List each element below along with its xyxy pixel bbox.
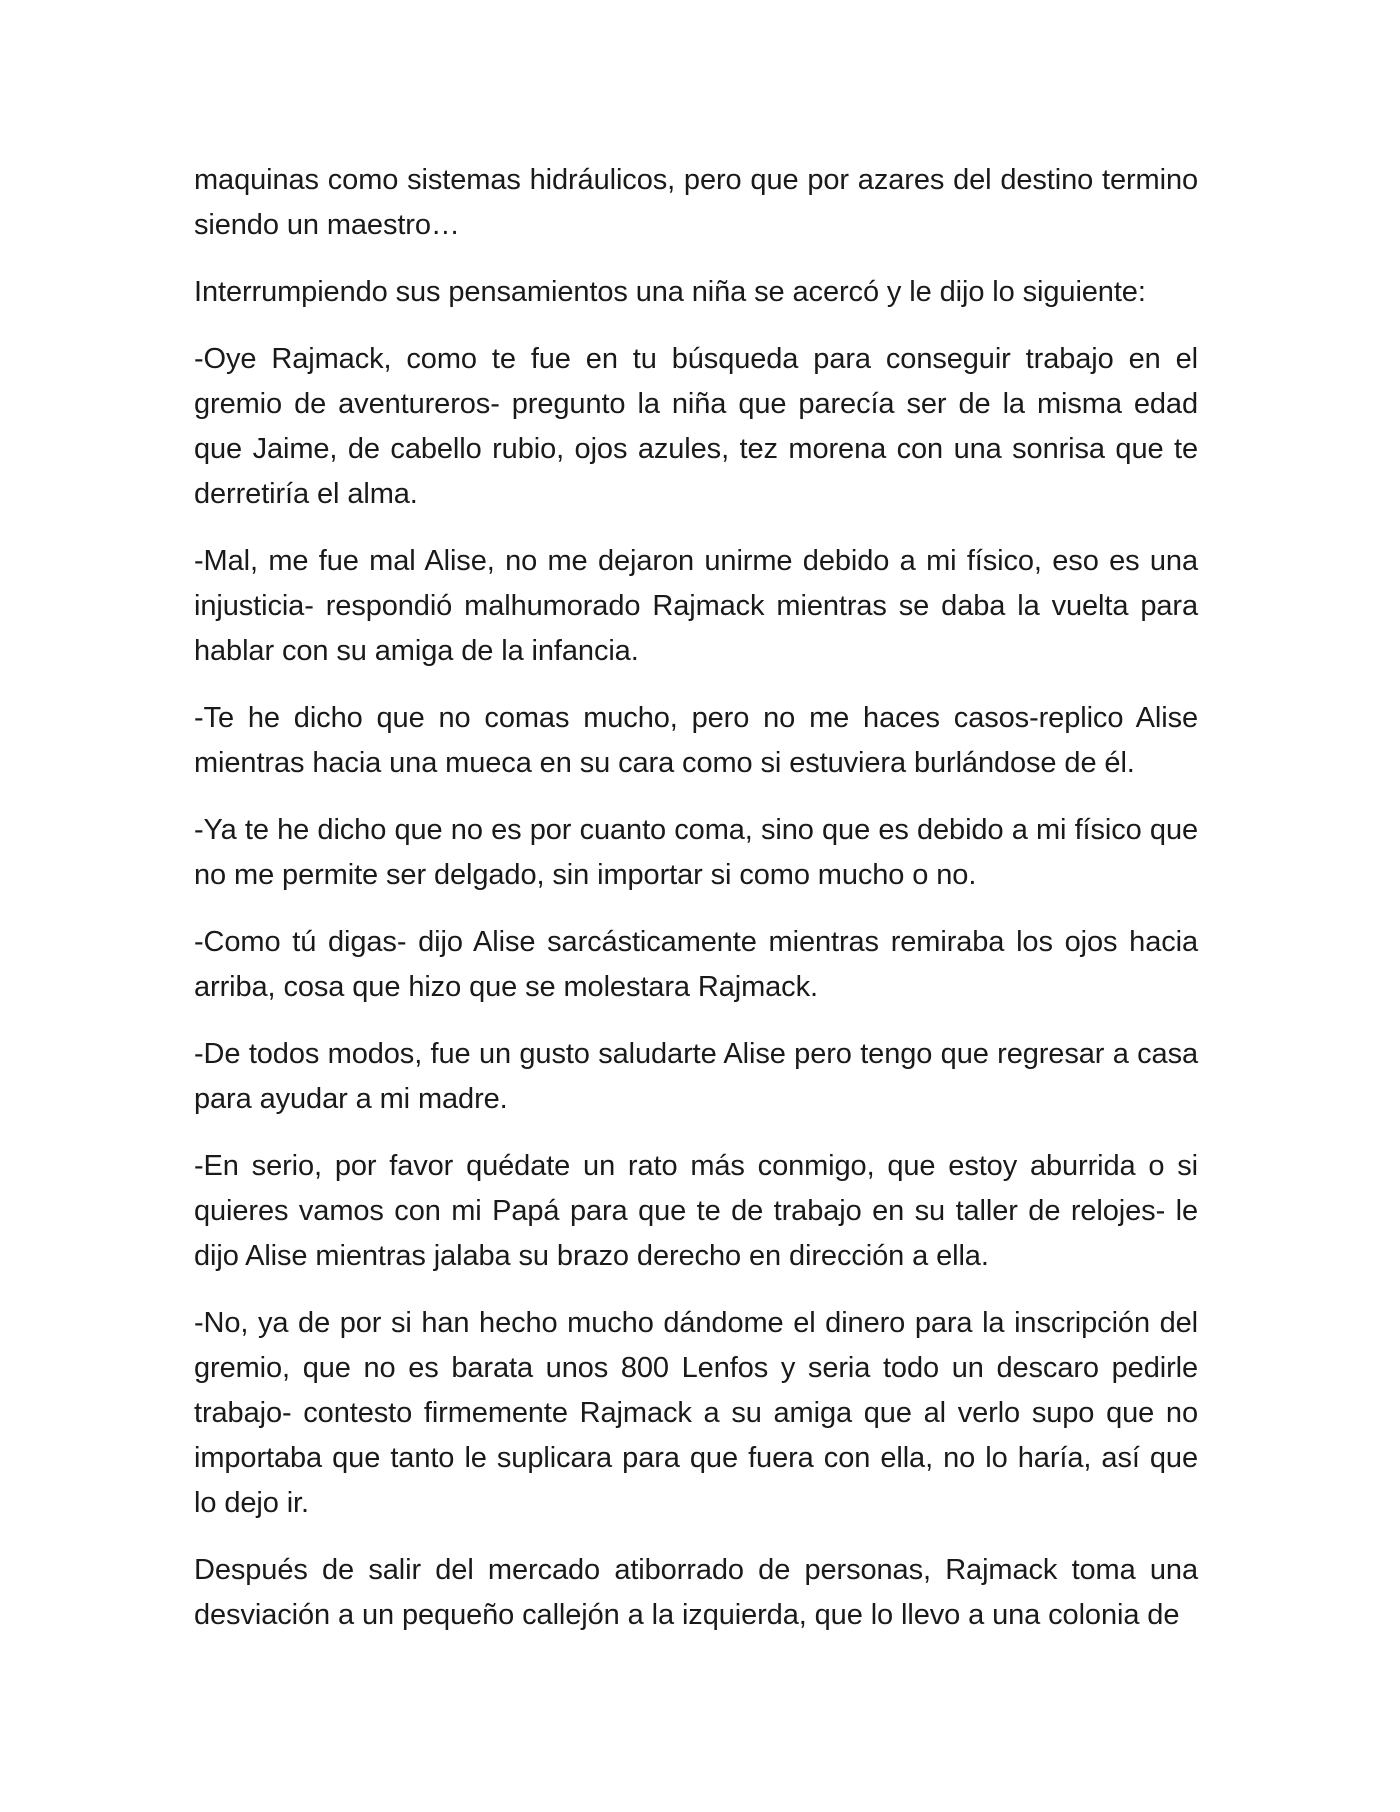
paragraph-1: maquinas como sistemas hidráulicos, pero que por azares del destino termino siendo un maestro…	[194, 164, 1198, 241]
paragraph-5: -Te he dicho que no comas mucho, pero no me haces casos-replico Alise mientras hacia una mueca en su cara como si estuviera burlándose de él.	[194, 702, 1198, 779]
paragraph-2: Interrumpiendo sus pensamientos una niña se acercó y le dijo lo siguiente:	[194, 276, 1146, 308]
paragraph-7: -Como tú digas- dijo Alise sarcásticamente mientras remiraba los ojos hacia arriba, cosa que hizo que se molestara Rajmack.	[194, 926, 1198, 1003]
paragraph-8: -De todos modos, fue un gusto saludarte Alise pero tengo que regresar a casa para ayudar a mi madre.	[194, 1038, 1198, 1115]
paragraph-6: -Ya te he dicho que no es por cuanto coma, sino que es debido a mi físico que no me permite ser delgado, sin importar si como mucho o no.	[194, 814, 1198, 891]
paragraph-4: -Mal, me fue mal Alise, no me dejaron unirme debido a mi físico, eso es una injusticia- respondió malhumorado Rajmack mientras se daba la vuelta para hablar con su amiga de la infancia.	[194, 545, 1198, 667]
document-body	[194, 158, 1198, 1638]
paragraph-3: -Oye Rajmack, como te fue en tu búsqueda para conseguir trabajo en el gremio de aventureros- pregunto la niña que parecía ser de la misma edad que Jaime, de cabello rubio, ojos azules, tez morena con una sonrisa que te derretiría el alma.	[194, 343, 1198, 510]
paragraph-10: -No, ya de por si han hecho mucho dándome el dinero para la inscripción del gremio, que no es barata unos 800 Lenfos y seria todo un descaro pedirle trabajo- contesto firmemente Rajmack a su amiga que al verlo supo que no importaba que tanto le suplicara para que fuera con ella, no lo haría, así que lo dejo ir.	[194, 1307, 1198, 1519]
paragraph-11: Después de salir del mercado atiborrado de personas, Rajmack toma una desviación a un pequeño callejón a la izquierda, que lo llevo a una colonia de	[194, 1554, 1198, 1631]
paragraph-9: -En serio, por favor quédate un rato más conmigo, que estoy aburrida o si quieres vamos con mi Papá para que te de trabajo en su taller de relojes- le dijo Alise mientras jalaba su brazo derecho en dirección a ella.	[194, 1150, 1198, 1272]
